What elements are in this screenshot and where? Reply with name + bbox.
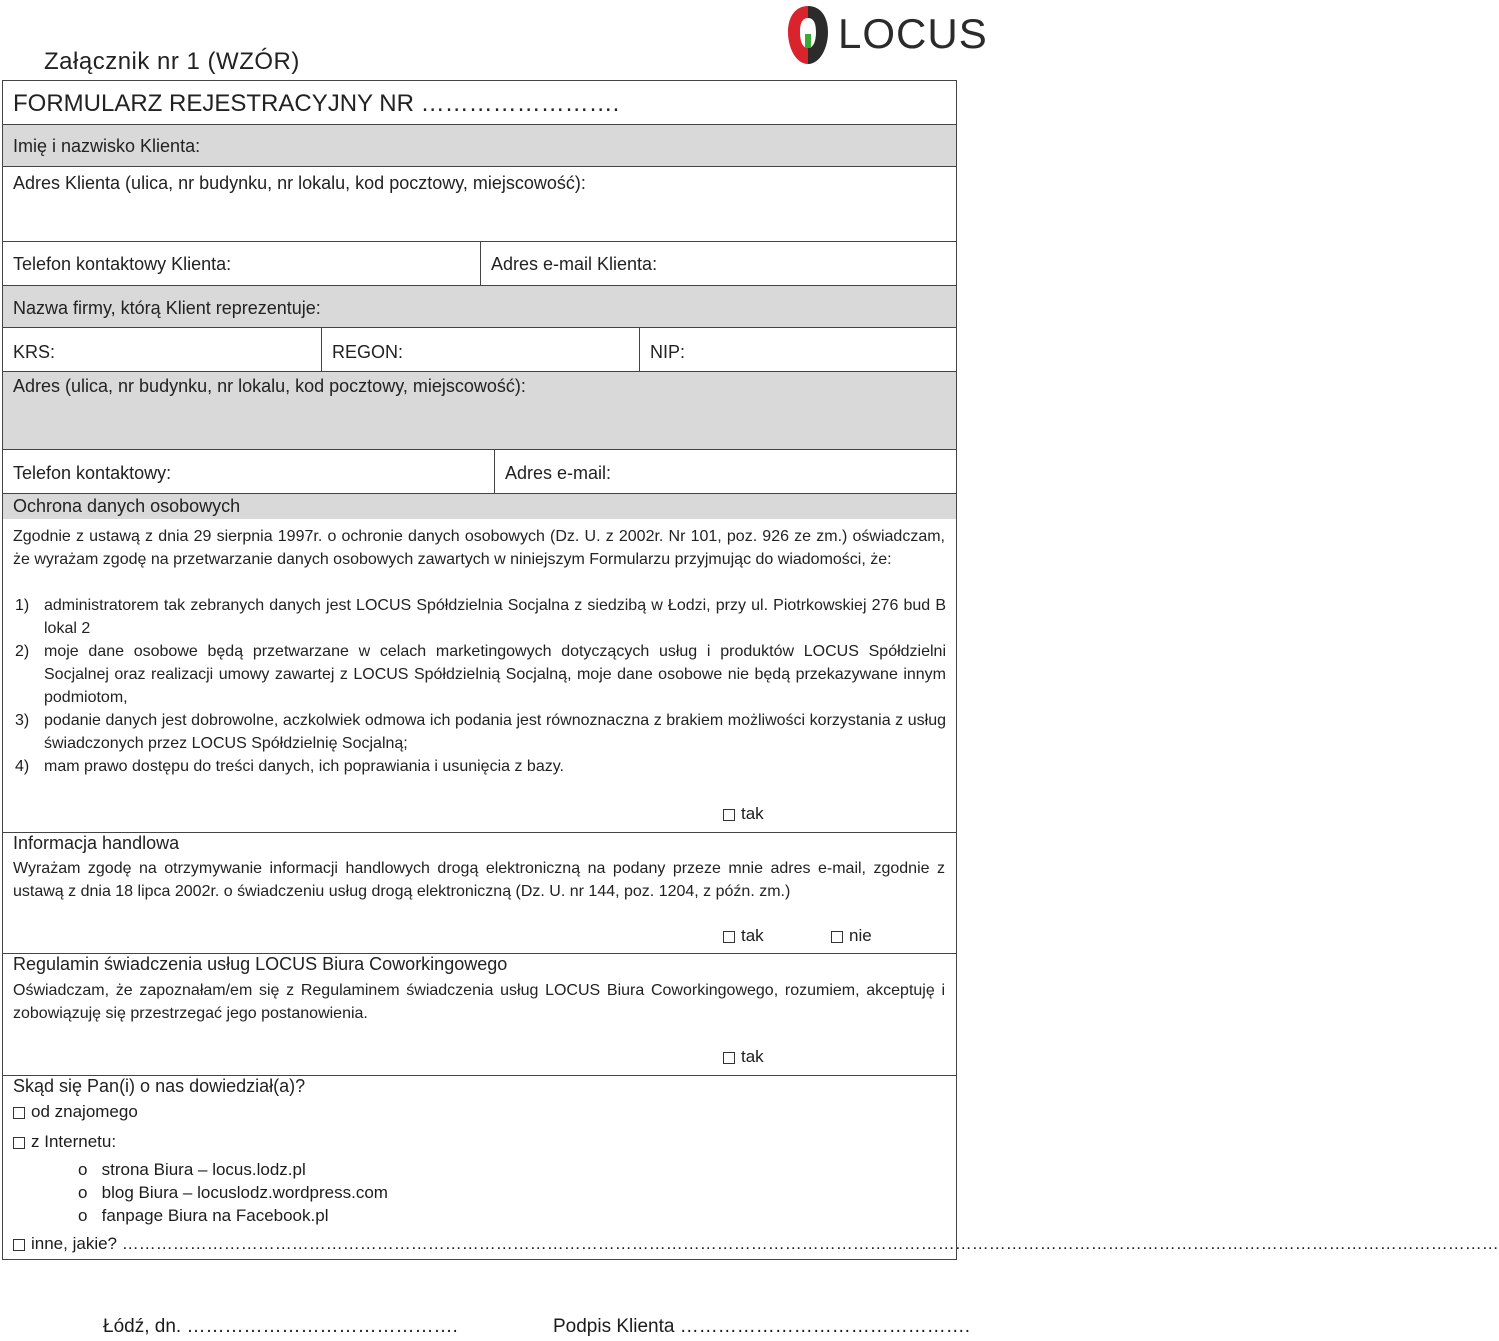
client-email-label: Adres e-mail Klienta: [491,254,658,274]
logo-mark-icon [786,4,830,66]
item-3-number: 3) [15,712,30,729]
checkbox-icon [723,931,735,943]
annex-title: Załącznik nr 1 (WZÓR) [44,48,300,75]
nip-field[interactable] [639,328,956,371]
data-protection-yes-label: tak [741,804,764,823]
source-friend-label: od znajomego [31,1102,138,1121]
source-website-label: strona Biura – locus.lodz.pl [101,1160,306,1179]
company-name-row[interactable] [3,286,956,328]
company-email-field[interactable] [494,450,956,493]
source-other-checkbox[interactable] [13,1234,1499,1254]
client-contact-row [3,242,956,286]
client-name-row[interactable] [3,125,956,167]
checkbox-icon [13,1107,25,1119]
source-sub-option-facebook[interactable] [78,1206,328,1226]
regulations-yes-label: tak [741,1047,764,1066]
data-protection-intro: Zgodnie z ustawą z dnia 29 sierpnia 1997r. o ochronie danych osobowych (Dz. U. z 2002r. Nr 101, poz. 926 ze zm.) oświadczam, że wyrażam zgodę na przetwarzanie danych osobowych zawartych w niniejszym Formularzu przyjmując do wiadomości, że: [13,528,945,568]
form-title-row [3,81,956,125]
client-phone-field[interactable] [3,242,480,285]
source-sub-option-blog[interactable] [78,1183,388,1203]
item-3-text: podanie danych jest dobrowolne, aczkolwiek odmowa ich podania jest równoznaczna z brakiem możliwości korzystania z usług świadczonych przez LOCUS Spółdzielnię Socjalną; [44,712,946,752]
source-friend-checkbox[interactable] [13,1102,138,1122]
data-protection-yes-checkbox[interactable] [723,804,764,824]
checkbox-icon [13,1137,25,1149]
company-contact-row [3,450,956,494]
commercial-info-yes-checkbox[interactable] [723,926,764,946]
company-ids-row [3,328,956,372]
client-email-field[interactable] [480,242,956,285]
regon-field[interactable] [321,328,639,371]
client-address-row[interactable] [3,167,956,242]
company-phone-field[interactable] [3,450,494,493]
client-name-label: Imię i nazwisko Klienta: [13,136,201,156]
item-2-number: 2) [15,643,30,660]
commercial-info-no-checkbox[interactable] [831,926,872,946]
checkbox-icon [13,1239,25,1251]
regulations-heading: Regulamin świadczenia usług LOCUS Biura Coworkingowego [13,954,508,974]
logo-text: LOCUS [838,10,988,57]
item-2-text: moje dane osobowe będą przetwarzane w celach marketingowych dotyczących usług i produktów LOCUS Spółdzielni Socjalnej oraz realizacji umowy zawartej z LOCUS Spółdzielnią Socjalną, moje dane osobowe nie będą przekazywane innym podmiotom, [44,643,946,706]
item-4-number: 4) [15,758,30,775]
data-protection-heading: Ochrona danych osobowych [13,496,241,516]
commercial-info-no-label: nie [849,926,872,945]
source-facebook-label: fanpage Biura na Facebook.pl [101,1206,329,1225]
commercial-info-yes-label: tak [741,926,764,945]
source-sub-option-website[interactable] [78,1160,306,1180]
company-address-row[interactable] [3,372,956,450]
registration-form [2,80,1499,1260]
checkbox-icon [723,1052,735,1064]
bullet-icon: o [78,1183,88,1202]
company-email-label: Adres e-mail: [505,463,612,483]
item-1-number: 1) [15,597,30,614]
bullet-icon: o [78,1160,88,1179]
regon-label: REGON: [332,342,404,362]
company-address-label: Adres (ulica, nr budynku, nr lokalu, kod pocztowy, miejscowość): [13,376,526,396]
client-address-label: Adres Klienta (ulica, nr budynku, nr lokalu, kod pocztowy, miejscowość): [13,173,586,193]
regulations-section [3,954,956,1076]
item-4-text: mam prawo dostępu do treści danych, ich poprawiania i usunięcia z bazy. [44,758,564,775]
regulations-text: Oświadczam, że zapoznałam/em się z Regulaminem świadczenia usług LOCUS Biura Coworkingowego, rozumiem, akceptuję i zobowiązuję się przestrzegać jego postanowienia. [13,982,945,1022]
nip-label: NIP: [650,342,686,362]
bullet-icon: o [78,1206,88,1225]
commercial-info-heading: Informacja handlowa [13,833,180,853]
regulations-yes-checkbox[interactable] [723,1047,764,1067]
commercial-info-section [3,833,956,954]
source-blog-label: blog Biura – locuslodz.wordpress.com [101,1183,388,1202]
source-section [3,1076,1499,1261]
commercial-info-text: Wyrażam zgodę na otrzymywanie informacji handlowych drogą elektroniczną na podany przeze mnie adres e-mail, zgodnie z ustawą z dnia 18 lipca 2002r. o świadczeniu usług drogą elektroniczną (Dz. U. nr 144, poz. 1204, z późn. zm.) [13,860,945,900]
company-name-label: Nazwa firmy, którą Klient reprezentuje: [13,298,321,318]
data-protection-section [3,494,956,833]
data-protection-heading-band [3,494,956,519]
place-date-field[interactable]: Łódź, dn. ……………………………………. [103,1316,458,1337]
source-internet-checkbox[interactable] [13,1132,116,1152]
source-other-label: inne, jakie? ……………………………………………………………………………………………………………………………………………………………………………………………………………………… [31,1234,1499,1253]
source-heading: Skąd się Pan(i) o nas dowiedział(a)? [13,1076,306,1096]
checkbox-icon [723,809,735,821]
company-phone-label: Telefon kontaktowy: [13,463,172,483]
locus-logo [786,4,988,66]
item-1-text: administratorem tak zebranych danych jest LOCUS Spółdzielnia Socjalna z siedzibą w Łodzi, przy ul. Piotrkowskiej 276 bud B lokal 2 [44,597,946,637]
krs-label: KRS: [13,342,56,362]
checkbox-icon [831,931,843,943]
form-title: FORMULARZ REJESTRACYJNY NR ……………………. [13,90,620,117]
client-phone-label: Telefon kontaktowy Klienta: [13,254,232,274]
krs-field[interactable] [3,328,321,371]
source-internet-label: z Internetu: [31,1132,117,1151]
client-signature-field[interactable]: Podpis Klienta ………………………………………. [553,1316,971,1337]
